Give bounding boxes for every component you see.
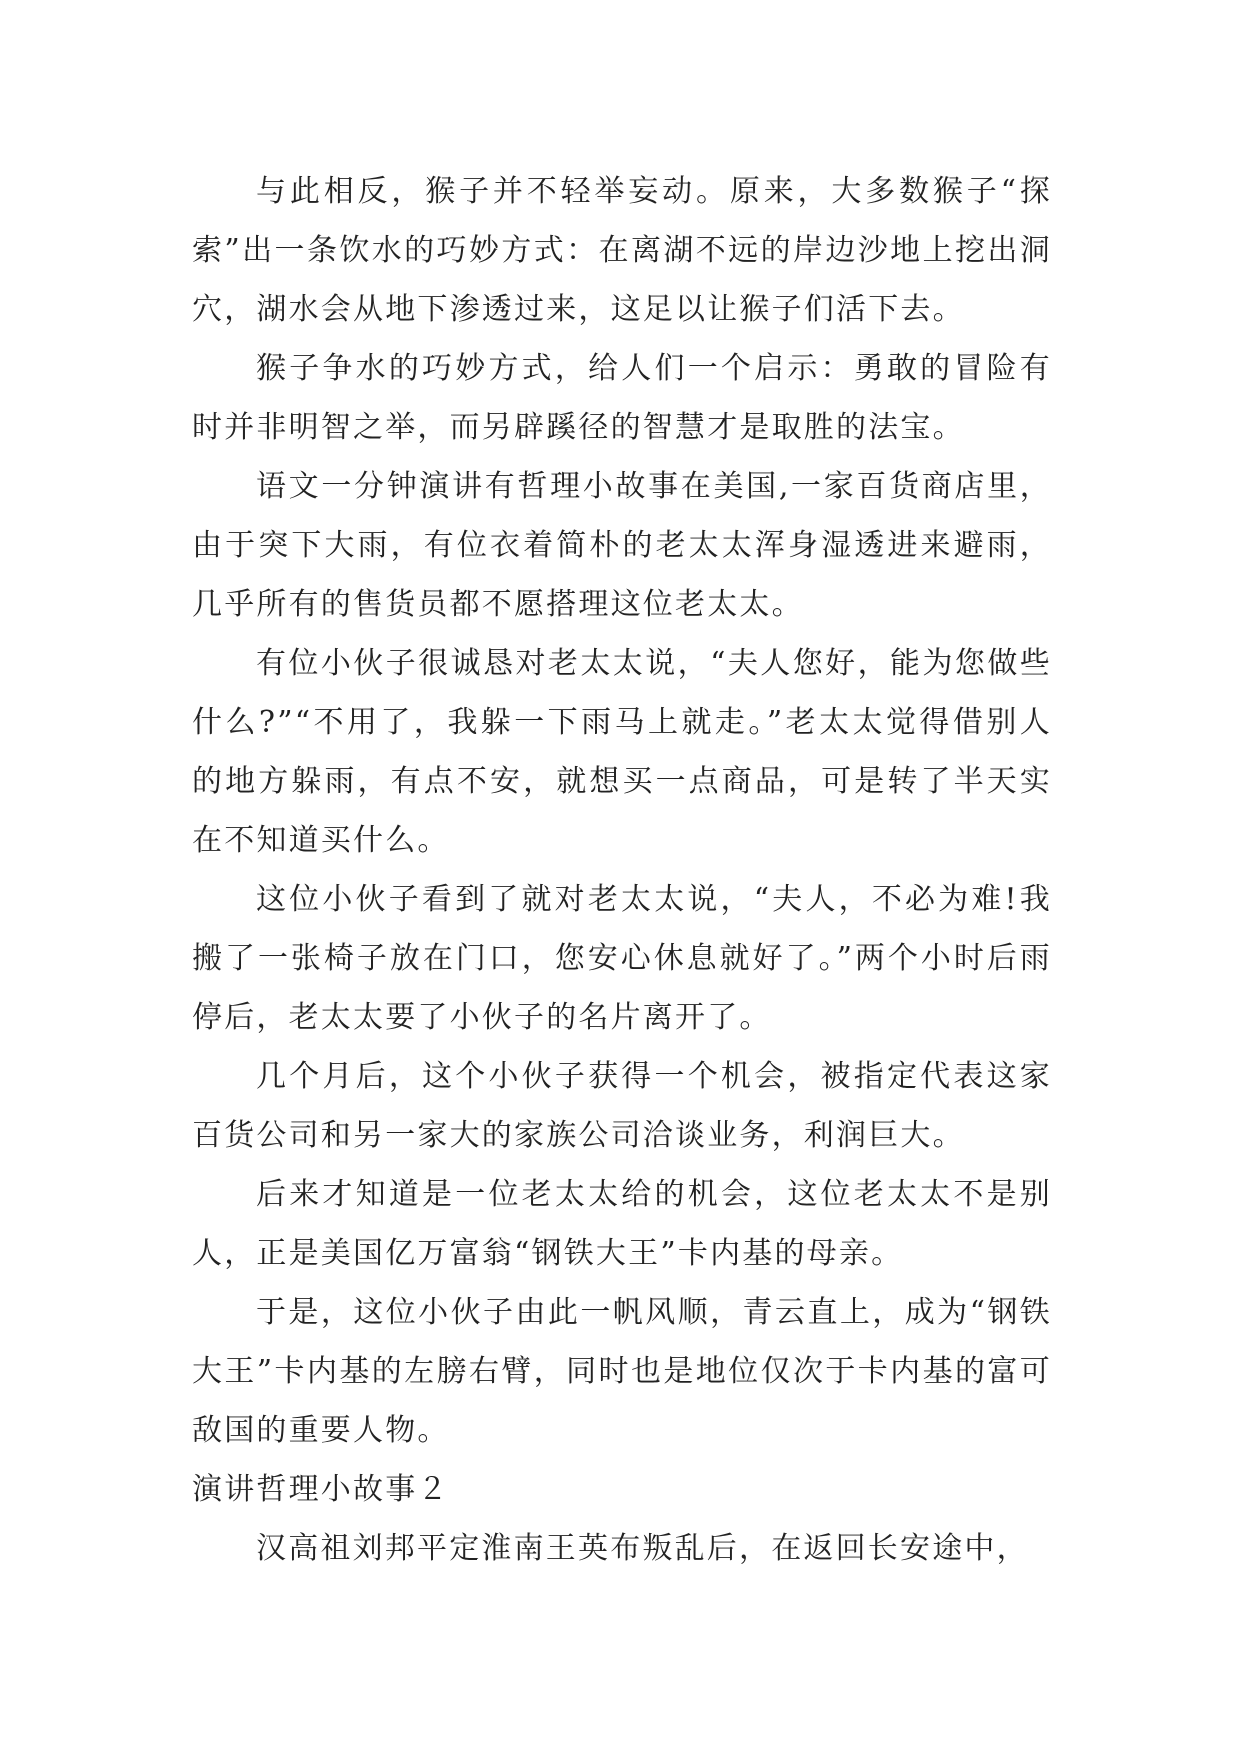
paragraph-monkeys-lesson: 猴子争水的巧妙方式，给人们一个启示：勇敢的冒险有时并非明智之举，而另辟蹊径的智慧才是取胜的法宝。 — [192, 351, 1052, 445]
paragraph-monkeys-dig: 与此相反，猴子并不轻举妄动。原来，大多数猴子“探索”出一条饮水的巧妙方式：在离湖不远的岸边沙地上挖出洞穴，湖水会从地下渗透过来，这足以让猴子们活下去。 — [192, 174, 1052, 327]
paragraph-young-man-greets: 有位小伙子很诚恳对老太太说，“夫人您好，能为您做些什么?”“不用了，我躲一下雨马上就走。”老太太觉得借别人的地方躲雨，有点不安，就想买一点商品，可是转了半天实在不知道买什么。 — [192, 646, 1052, 858]
paragraph-rise-to-success: 于是，这位小伙子由此一帆风顺，青云直上，成为“钢铁大王”卡内基的左膀右臂，同时也是地位仅次于卡内基的富可敌国的重要人物。 — [192, 1295, 1052, 1448]
paragraph-carnegie-mother: 后来才知道是一位老太太给的机会，这位老太太不是别人，正是美国亿万富翁“钢铁大王”卡内基的母亲。 — [192, 1177, 1052, 1271]
paragraph-opportunity: 几个月后，这个小伙子获得一个机会，被指定代表这家百货公司和另一家大的家族公司洽谈业务，利润巨大。 — [192, 1059, 1052, 1153]
document-body — [192, 162, 1052, 1578]
paragraph-liu-bang: 汉高祖刘邦平定淮南王英布叛乱后，在返回长安途中， — [256, 1531, 1029, 1566]
paragraph-chair-at-door: 这位小伙子看到了就对老太太说，“夫人，不必为难!我搬了一张椅子放在门口，您安心休息就好了。”两个小时后雨停后，老太太要了小伙子的名片离开了。 — [192, 882, 1052, 1035]
section-heading: 演讲哲理小故事２ — [192, 1472, 450, 1507]
paragraph-store-rain: 语文一分钟演讲有哲理小故事在美国,一家百货商店里，由于突下大雨，有位衣着简朴的老太太浑身湿透进来避雨，几乎所有的售货员都不愿搭理这位老太太。 — [192, 469, 1052, 622]
